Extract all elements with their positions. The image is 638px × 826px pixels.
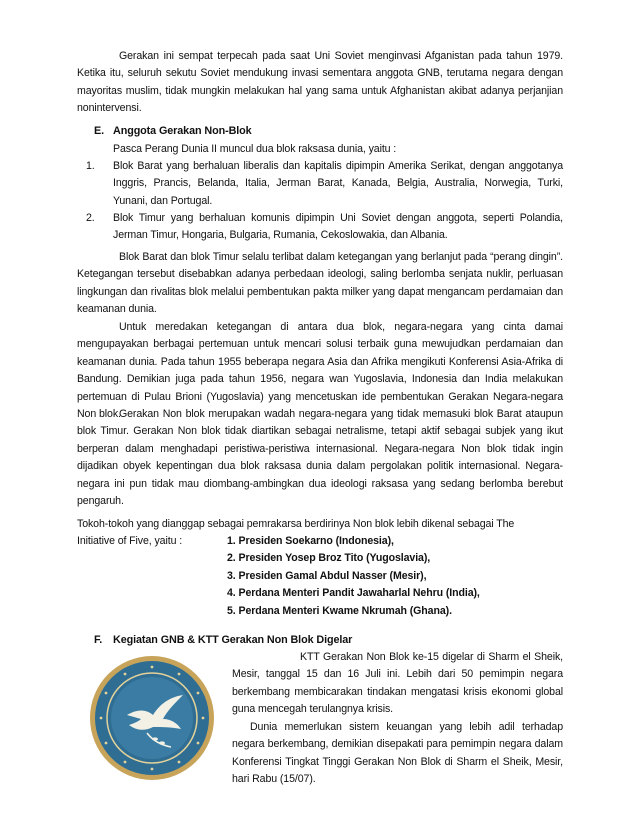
paragraph-wadah-non-blok: Gerakan Non blok merupakan wadah negara-negara yang tidak memasuki blok Barat ataupun blok Timur. Gerakan Non blok tidak diartikan sebagai netralisme, tetapi aktif sebagai subjek yang ikut berperan dalam menghadapi peristiwa-peristiwa internasional. Negara-negara Non blok tidak ingin dijadikan obyek kepentingan dua blok raksasa dunia dalam pergolakan politik internasional. Negara-negara ini pun tidak mau diombang-ambingkan dua ideologi raksasa yang sedang berlomba berebut pengaruh.: [77, 408, 563, 508]
founder-item: 2. Presiden Yosep Broz Tito (Yugoslavia),: [227, 552, 431, 565]
section-f-paragraph-ktt: KTT Gerakan Non Blok ke-15 digelar di Sharm el Sheik, Mesir, tanggal 15 dan 16 Juli ini. Lebih dari 50 pemimpin negara berkembang membicarakan tindakan mengatasi krisis ekonomi global guna mencegah terulangnya krisis.: [232, 651, 563, 716]
section-f-title: Kegiatan GNB & KTT Gerakan Non Blok Digelar: [113, 634, 353, 646]
paragraph-perang-dingin: Blok Barat dan blok Timur selalu terlibat dalam ketegangan yang berlanjut pada “perang dingin”. Ketegangan tersebut disebabkan adanya perbedaan ideologi, saling berlomba senjata nuklir, perluasan lingkungan dan rivalitas blok melalui pembentukan pakta milker yang dapat mengancam perdamaian dan keamanan dunia.: [77, 251, 563, 316]
logo-leaf: [159, 741, 165, 744]
section-f-letter: F.: [94, 634, 103, 646]
list-text: Blok Barat yang berhaluan liberalis dan kapitalis dipimpin Amerika Serikat, dengan anggotanya Inggris, Prancis, Belanda, Italia, Jerman Barat, Kanada, Belgia, Australia, Norwegia, Turki, Yunani, dan Portugal.: [113, 160, 563, 207]
nam-summit-logo: [87, 653, 217, 783]
founders-intro-line1: Tokoh-tokoh yang dianggap sebagai pemrakarsa berdirinya Non blok lebih dikenal sebagai The: [77, 518, 515, 530]
list-text: Blok Timur yang berhaluan komunis dipimpin Uni Soviet dengan anggota, seperti Polandia, Jerman Timur, Hongaria, Bulgaria, Rumania, Cekoslowakia, dan Albania.: [113, 212, 563, 242]
section-e-title: Anggota Gerakan Non-Blok: [113, 125, 252, 137]
list-number: 1.: [86, 160, 95, 172]
list-item-blok-timur: [86, 210, 563, 245]
logo-leaf: [152, 737, 158, 740]
founder-item: 3. Presiden Gamal Abdul Nasser (Mesir),: [227, 569, 427, 582]
section-e-letter: E.: [94, 125, 105, 137]
paragraph-gnb-split: Gerakan ini sempat terpecah pada saat Uni Soviet menginvasi Afganistan pada tahun 1979. Ketika itu, seluruh sekutu Soviet mendukung invasi sementara anggota GNB, terutama negara dengan mayoritas muslim, tidak mungkin melakukan hal yang sama untuk Afghanistan akibat adanya perjanjian nonintervensi.: [77, 50, 563, 115]
section-e-intro: Pasca Perang Dunia II muncul dua blok raksasa dunia, yaitu :: [113, 143, 397, 155]
founder-item: 5. Perdana Menteri Kwame Nkrumah (Ghana).: [227, 604, 452, 617]
founders-intro-line2: Initiative of Five, yaitu :: [77, 535, 183, 548]
founder-item: 1. Presiden Soekarno (Indonesia),: [227, 535, 394, 547]
paragraph-meredakan-ketegangan: Untuk meredakan ketegangan di antara dua blok, negara-negara yang cinta damai mengupayakan berbagai pertemuan untuk mencari solusi terbaik guna mewujudkan perdamaian dan keamanan dunia. Pada tahun 1955 beberapa negara Asia dan Afrika mengikuti Konferensi Asia-Afrika di Bandung. Demikian juga pada tahun 1956, negara wan Yugoslavia, Indonesia dan India melakukan pertemuan di Pulau Brioni (Yugoslavia) yang mencetuskan ide pembentukan Gerakan Negara-negara Non blok.: [77, 321, 563, 421]
founder-item: 4. Perdana Menteri Pandit Jawaharlal Nehru (India),: [227, 587, 480, 600]
founders-list: [227, 533, 480, 620]
section-f-paragraph-sistem-keuangan: Dunia memerlukan sistem keuangan yang lebih adil terhadap negara berkembang, demikian disepakati para pemimpin negara dalam Konferensi Tingkat Tinggi Gerakan Non Blok di Sharm el Sheik, Mesir, hari Rabu (15/07).: [232, 721, 563, 786]
dove-emblem-icon: [87, 653, 217, 783]
list-number: 2.: [86, 212, 95, 224]
list-item-blok-barat: [86, 158, 563, 210]
